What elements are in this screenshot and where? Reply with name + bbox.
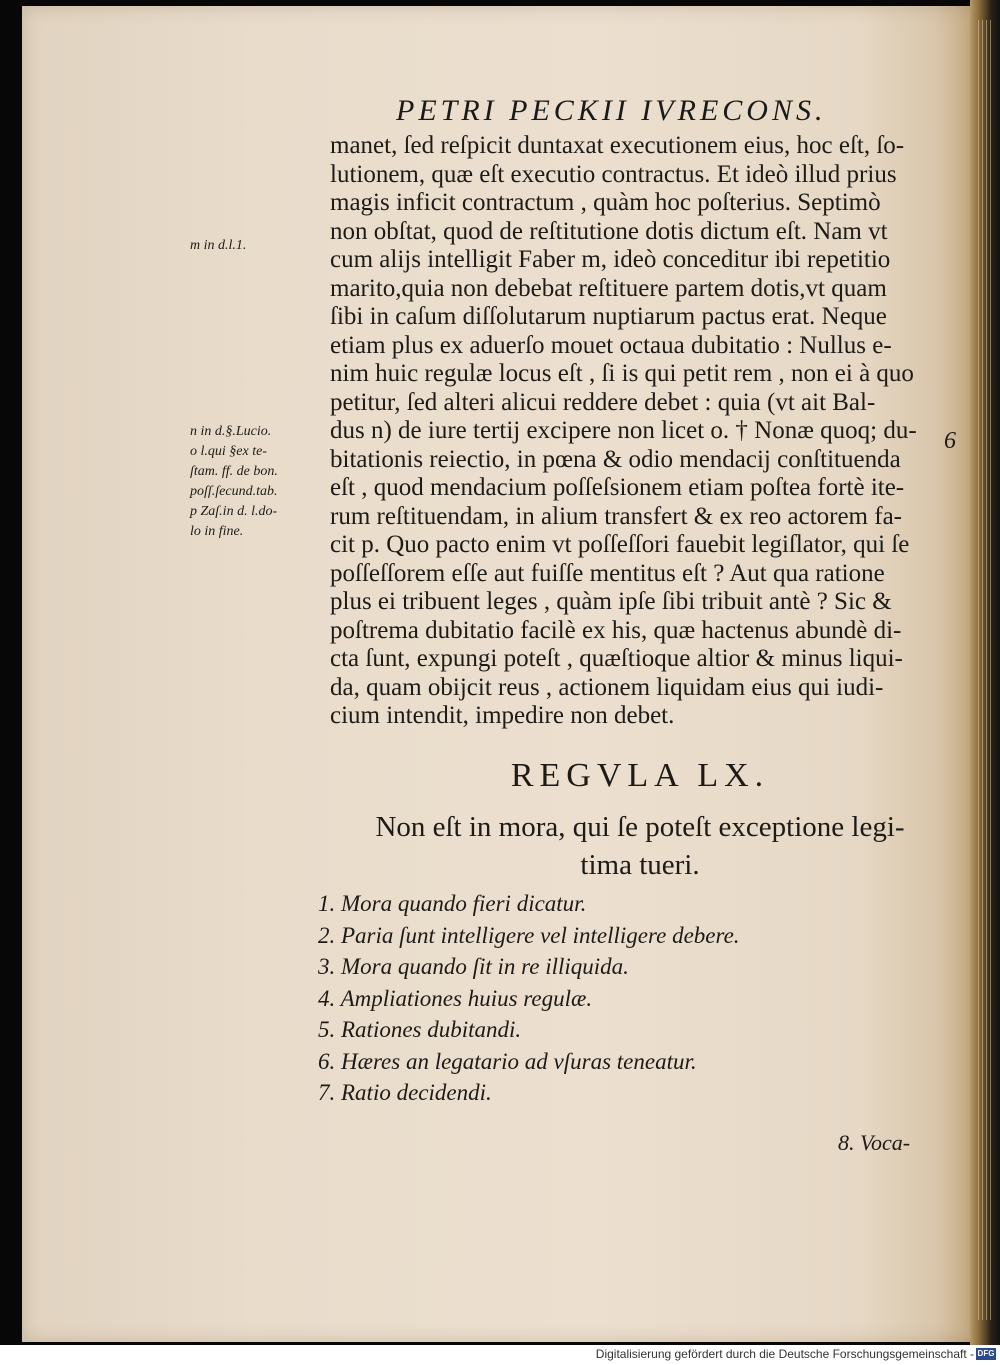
text-line: etiam plus ex aduerſo mouet octaua dubitatio : Nullus e- xyxy=(330,331,892,359)
page-edge-texture xyxy=(978,20,992,1320)
margin-note-line: p Zaſ.in d. l.do- xyxy=(190,504,278,519)
summary-item: 6. Hæres an legatario ad vſuras teneatur. xyxy=(318,1048,697,1074)
text-line: lutionem, quæ eſt executio contractus. Et ideò illud prius xyxy=(330,160,897,188)
text-line: cit p. Quo pacto enim vt poſſeſſori fauebit legiſlator, qui ſe xyxy=(330,531,910,558)
text-line: petitur, ſed alteri alicui reddere debet : quia (vt ait Bal- xyxy=(330,388,876,416)
margin-note-line: ſtam. ff. de bon. xyxy=(190,464,278,479)
rule-statement-line: Non eſt in mora, qui ſe poteſt exceptione legi- xyxy=(375,811,905,843)
rule-statement xyxy=(330,808,950,884)
rule-statement-line: tima tueri. xyxy=(580,849,700,881)
text-line: cta ſunt, expungi poteſt , quæſtioque altior & minus liqui- xyxy=(330,645,903,672)
margin-note-m: m in d.l.1. xyxy=(190,238,247,253)
text-line: cum alijs intelligit Faber m, ideò conceditur ibi repetitio xyxy=(330,246,891,273)
text-line: eſt , quod mendacium poſſeſsionem etiam poſtea fortè ite- xyxy=(330,474,905,501)
text-line: dus n) de iure tertij excipere non licet o. † Nonæ quoq; du- xyxy=(330,417,917,444)
summary-item: 5. Rationes dubitandi. xyxy=(318,1017,522,1042)
text-line: bitationis reiectio, in pœna & odio mendacij conſtituenda xyxy=(330,445,901,473)
marginal-number: 6 xyxy=(944,428,956,454)
text-line: rum reſtituendam, in alium transfert & ex reo actorem fa- xyxy=(330,502,902,530)
text-line: da, quam obijcit reus , actionem liquidam eius qui iudi- xyxy=(330,673,884,701)
summary-item: 1. Mora quando fieri dicatur. xyxy=(318,891,587,916)
footer-bar xyxy=(0,1345,1000,1365)
text-line: manet, ſed reſpicit duntaxat executionem eius, hoc eſt, ſo- xyxy=(330,132,905,159)
summary-item: 3. Mora quando ſit in re illiquida. xyxy=(318,954,629,979)
summary-item: 2. Paria ſunt intelligere vel intelligere debere. xyxy=(318,922,740,948)
summary-item: 4. Ampliationes huius regulæ. xyxy=(318,985,593,1011)
margin-note-block xyxy=(190,422,278,542)
catchword: 8. Voca- xyxy=(838,1130,911,1155)
summary-list xyxy=(318,888,938,1109)
margin-note-line: poſſ.ſecund.tab. xyxy=(190,484,278,499)
text-line: poſſeſſorem eſſe aut fuiſſe mentitus eſt ? Aut qua ratione xyxy=(330,559,885,587)
dfg-logo: DFG xyxy=(977,1349,995,1358)
text-line: marito,quia non debebat reſtituere partem dotis,vt quam xyxy=(330,274,887,302)
text-line: non obſtat, quod de reſtitutione dotis dictum eſt. Nam vt xyxy=(330,217,888,245)
margin-note-line: lo in fine. xyxy=(190,524,244,539)
text-line: plus ei tribuent leges , quàm ipſe ſibi tribuit antè ? Sic & xyxy=(330,588,892,615)
main-text xyxy=(330,132,950,731)
rule-heading: REGVLA LX. xyxy=(510,757,770,794)
margin-note-line: n in d.§.Lucio. xyxy=(190,424,272,439)
footer-credit: Digitalisierung gefördert durch die Deutsche Forschungsgemeinschaft - xyxy=(595,1347,974,1361)
summary-item: 7. Ratio decidendi. xyxy=(318,1080,492,1105)
text-line: nim huic regulæ locus eſt , ſi is qui petit rem , non ei à quo xyxy=(330,360,914,387)
margin-note-line: o l.qui §ex te- xyxy=(190,444,267,459)
text-line: magis inficit contractum , quàm hoc poſterius. Septimò xyxy=(330,189,881,216)
running-head: PETRI PECKII IVRECONS. xyxy=(396,94,827,127)
text-line: poſtrema dubitatio facilè ex his, quæ hactenus abundè di- xyxy=(330,616,902,644)
text-line: ſibi in caſum diſſolutarum nuptiarum pactus erat. Neque xyxy=(330,303,887,330)
text-line: cium intendit, impedire non debet. xyxy=(330,702,675,729)
